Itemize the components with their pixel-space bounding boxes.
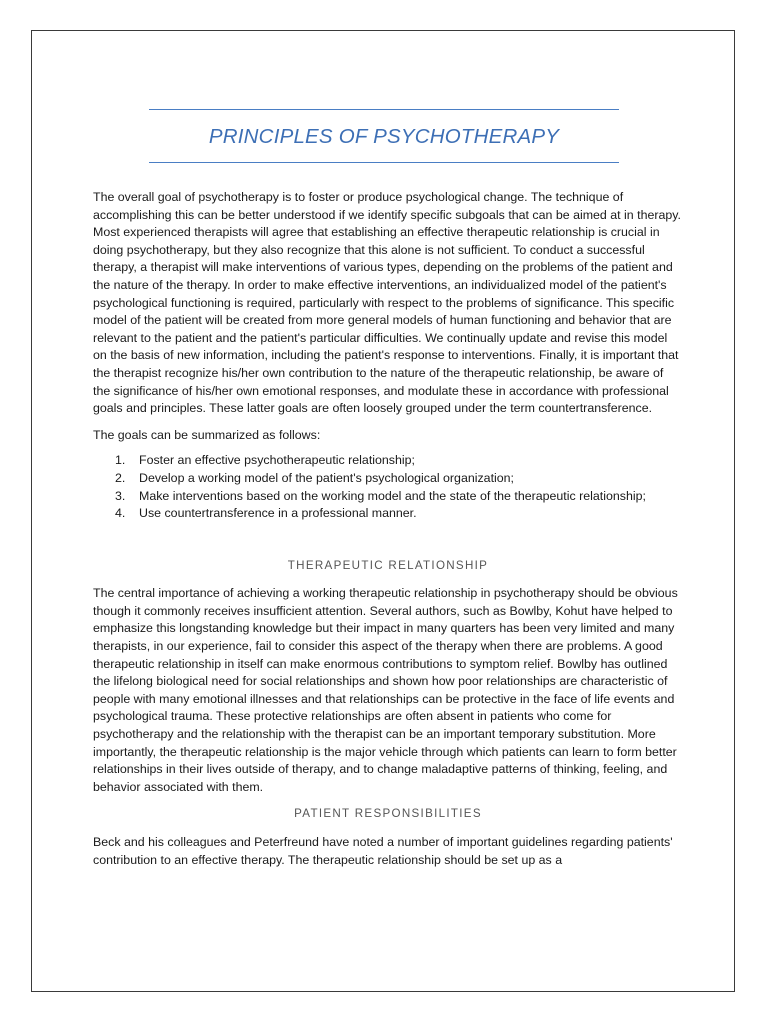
page-title: PRINCIPLES OF PSYCHOTHERAPY	[208, 125, 560, 148]
intro-paragraph: The overall goal of psychotherapy is to foster or produce psychological change. The technique of accomplishing this can be better understood if we identify specific subgoals that can be aimed at in therapy. Most experienced therapists will agree that establishing an effective therapeutic relationship is crucial in doing psychotherapy, but they also recognize that this alone is not sufficient. To conduct a successful therapy, a therapist will make interventions of various types, depending on the problems of the patient and the nature of the therapy. In order to make effective interventions, an individualized model of the patient's psychological functioning is required, particularly with respect to the problems of significance. This specific model of the patient will be created from more general models of human functioning and behavior that are relevant to the patient and the patient's particular difficulties. We continually update and revise this model on the basis of new information, including the patient's response to interventions. Finally, it is important that the therapist recognize his/her own contribution to the nature of the therapeutic relationship, be aware of the significance of his/her own emotional responses, and modulate these in accordance with professional goals and principles. These latter goals are often loosely grouped under the term countertransference.	[93, 190, 681, 416]
list-item-number: 3.	[115, 488, 126, 503]
document-body	[93, 189, 683, 869]
list-item	[115, 452, 683, 470]
title-top-rule	[149, 109, 619, 110]
section-heading-therapeutic-relationship: THERAPEUTIC RELATIONSHIP	[287, 558, 489, 572]
list-item-text: Make interventions based on the working model and the state of the therapeutic relationship;	[139, 488, 646, 503]
section1-paragraph: The central importance of achieving a working therapeutic relationship in psychotherapy should be obvious though it commonly receives insufficient attention. Several authors, such as Bowlby, Kohut have helped to emphasize this longstanding knowledge but their impact in many quarters has been very limited and many therapists, in our experience, fail to consider this aspect of the therapy when there are problems. A good therapeutic relationship in itself can make enormous contributions to symptom relief. Bowlby has outlined the lifelong biological need for social relationships and shown how poor relationships are characteristic of people with many emotional illnesses and that relationships can be protective in the face of life events and psychological trauma. These protective relationships are often absent in patients who come for psychotherapy and the relationship with the therapist can be an important temporary substitution. More importantly, the therapeutic relationship is the major vehicle through which patients can learn to form better relationships in their lives outside of therapy, and to change maladaptive patterns of thinking, feeling, and behavior associated with them.	[93, 586, 678, 794]
section2-paragraph: Beck and his colleagues and Peterfreund have noted a number of important guidelines regarding patients' contribution to an effective therapy. The therapeutic relationship should be set up as a	[93, 835, 673, 867]
document-page	[31, 30, 735, 992]
list-item-text: Use countertransference in a professional manner.	[139, 506, 417, 521]
list-item	[115, 488, 683, 506]
list-item-number: 4.	[115, 506, 126, 521]
list-item	[115, 505, 683, 523]
list-item-text: Develop a working model of the patient's psychological organization;	[139, 470, 514, 485]
goals-list	[93, 452, 683, 522]
title-bottom-rule	[149, 162, 619, 163]
list-item-number: 1.	[115, 453, 126, 468]
section-heading-patient-responsibilities: PATIENT RESPONSIBILITIES	[294, 807, 482, 821]
goals-lead-text: The goals can be summarized as follows:	[93, 427, 321, 442]
list-item-text: Foster an effective psychotherapeutic relationship;	[139, 453, 415, 468]
list-item	[115, 470, 683, 488]
list-item-number: 2.	[115, 470, 126, 485]
title-block	[149, 109, 619, 163]
